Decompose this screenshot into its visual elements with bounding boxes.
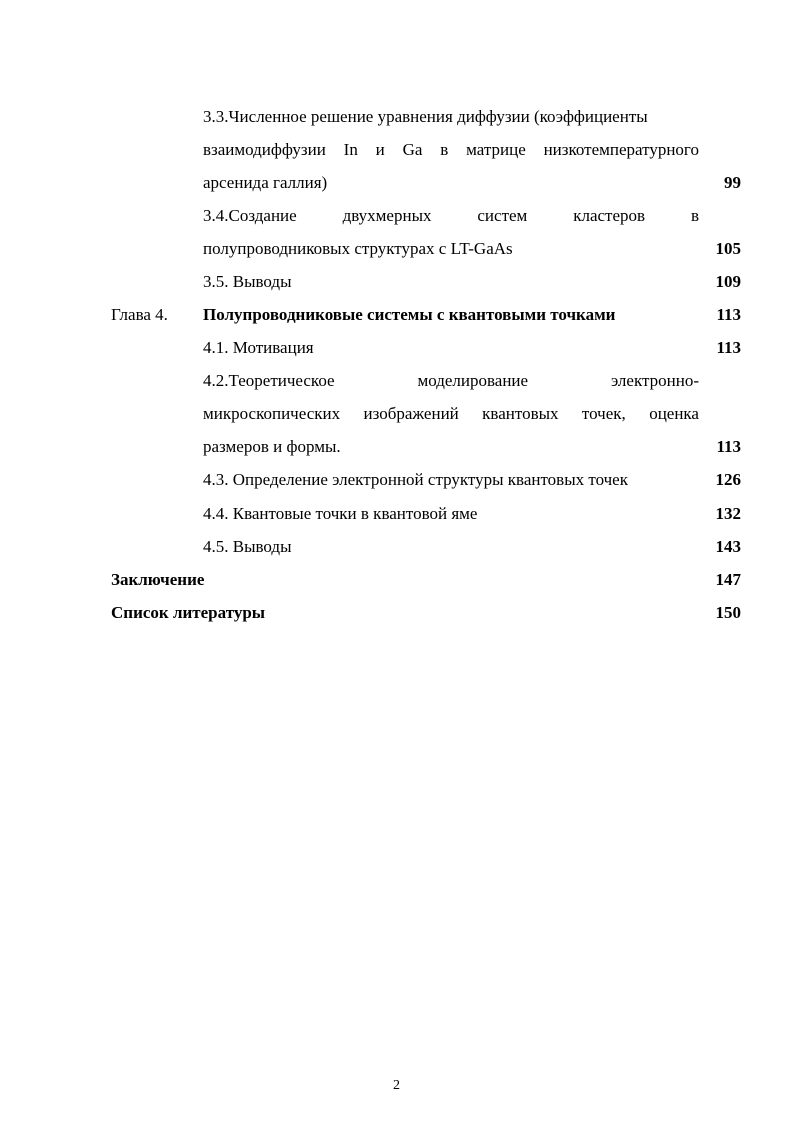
word: матрице <box>466 140 526 159</box>
toc-entry-3-4-line1 <box>203 206 699 226</box>
word: квантовых <box>482 404 559 423</box>
toc-conclusion: Заключение <box>111 570 205 589</box>
word: двухмерных <box>342 206 432 225</box>
word: точек, <box>581 404 626 423</box>
toc-entry-4-1: 4.1. Мотивация <box>203 338 314 357</box>
word: взаимодиффузии <box>203 140 326 159</box>
word: Ga <box>402 140 423 159</box>
toc-entry-4-2-line3: размеров и формы. <box>203 437 341 456</box>
word: In <box>343 140 358 159</box>
word: систем <box>477 206 528 225</box>
word: изображений <box>363 404 459 423</box>
toc-page-number: 150 <box>715 603 741 622</box>
word: 4.2.Теоретическое <box>203 371 335 390</box>
word: кластеров <box>573 206 646 225</box>
toc-entry-3-3-line3: арсенида галлия) <box>203 173 328 192</box>
chapter-label: Глава 4. <box>111 305 168 324</box>
toc-page-number: 113 <box>716 338 741 357</box>
word: моделирование <box>417 371 529 390</box>
word: в <box>690 206 699 225</box>
word: в <box>440 140 449 159</box>
page-number: 2 <box>393 1078 400 1093</box>
word: микроскопических <box>203 404 341 423</box>
toc-page-number: 147 <box>715 570 741 589</box>
word: и <box>375 140 385 159</box>
toc-page-number: 113 <box>716 437 741 456</box>
toc-entry-4-2-line2 <box>203 404 699 424</box>
toc-entry-3-3-line2 <box>203 140 699 160</box>
toc-entry-3-5: 3.5. Выводы <box>203 272 292 291</box>
toc-entry-4-4: 4.4. Квантовые точки в квантовой яме <box>203 504 478 523</box>
toc-page-number: 113 <box>716 305 741 324</box>
word: электронно- <box>610 371 699 390</box>
chapter-title: Полупроводниковые системы с квантовыми точками <box>203 305 616 324</box>
toc-entry-4-3: 4.3. Определение электронной структуры квантовых точек <box>203 470 628 489</box>
word: 3.4.Создание <box>203 206 297 225</box>
toc-entry-3-3-line1: 3.3.Численное решение уравнения диффузии (коэффициенты <box>203 107 648 126</box>
toc-page-number: 143 <box>715 537 741 556</box>
toc-page-number: 109 <box>715 272 741 291</box>
toc-page-number: 132 <box>715 504 741 523</box>
toc-page-number: 99 <box>724 173 741 192</box>
toc-entry-4-2-line1 <box>203 371 699 391</box>
toc-references: Список литературы <box>111 603 266 622</box>
toc-page-number: 105 <box>715 239 741 258</box>
toc-entry-3-4-line2: полупроводниковых структурах с LT-GaAs <box>203 239 513 258</box>
word: низкотемпературного <box>543 140 699 159</box>
toc-page-number: 126 <box>715 470 741 489</box>
toc-entry-4-5: 4.5. Выводы <box>203 537 292 556</box>
word: оценка <box>649 404 699 423</box>
